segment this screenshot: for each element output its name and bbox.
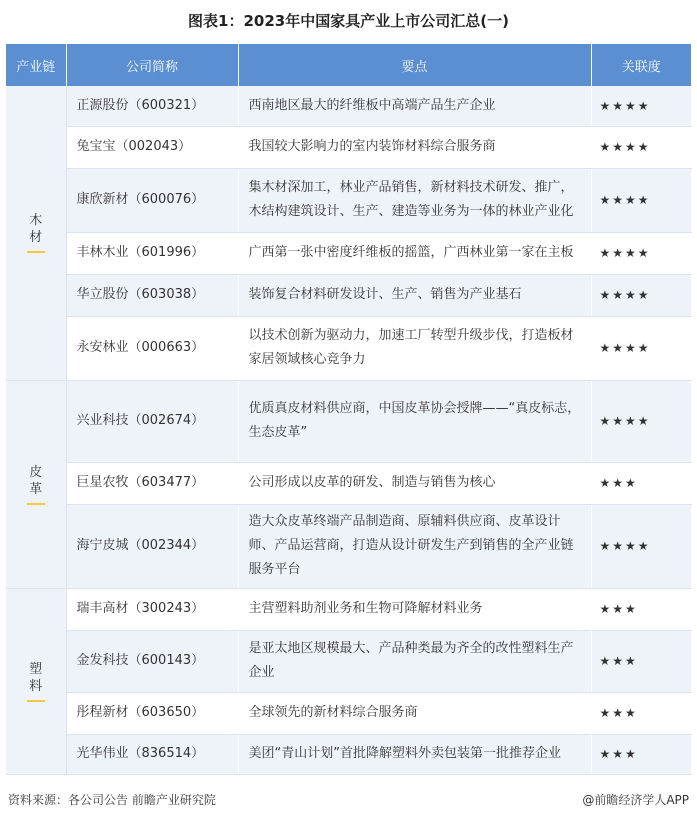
point-cell: 西南地区最大的纤维板中高端产品生产企业 <box>238 86 591 126</box>
table-row <box>6 168 691 232</box>
category-label: 皮革 <box>29 464 43 497</box>
relevance-stars: ★★★★ <box>591 274 691 316</box>
header-chain: 产业链 <box>6 44 66 86</box>
table-row <box>6 316 691 380</box>
company-table <box>6 44 692 775</box>
category-underline <box>27 503 45 505</box>
relevance-stars: ★★★★ <box>591 380 691 462</box>
table-row <box>6 630 691 692</box>
relevance-stars: ★★★ <box>591 588 691 630</box>
point-cell: 装饰复合材料研发设计、生产、销售为产业基石 <box>238 274 591 316</box>
company-cell: 瑞丰高材（300243） <box>66 588 238 630</box>
header-relevance: 关联度 <box>591 44 691 86</box>
relevance-stars: ★★★★ <box>591 86 691 126</box>
company-cell: 永安林业（000663） <box>66 316 238 380</box>
relevance-stars: ★★★★ <box>591 168 691 232</box>
relevance-stars: ★★★ <box>591 692 691 734</box>
table-row <box>6 126 691 168</box>
header-points: 要点 <box>238 44 591 86</box>
table-row <box>6 734 691 774</box>
point-cell: 造大众皮革终端产品制造商、原辅料供应商、皮革设计师、产品运营商，打造从设计研发生产到销售的全产业链服务平台 <box>238 504 591 588</box>
category-cell <box>6 380 66 588</box>
point-cell: 集木材深加工，林业产品销售，新材料技术研发、推广，木结构建筑设计、生产、建造等业务为一体的林业产业化 <box>238 168 591 232</box>
category-cell <box>6 588 66 774</box>
table-row <box>6 86 691 126</box>
table-row <box>6 380 691 462</box>
point-cell: 主营塑料助剂业务和生物可降解材料业务 <box>238 588 591 630</box>
table-body <box>6 86 691 774</box>
chart-title: 图表1：2023年中国家具产业上市公司汇总(一) <box>188 12 509 30</box>
company-cell: 正源股份（600321） <box>66 86 238 126</box>
company-cell: 彤程新材（603650） <box>66 692 238 734</box>
company-cell: 华立股份（603038） <box>66 274 238 316</box>
relevance-stars: ★★★★ <box>591 316 691 380</box>
category-label: 木材 <box>29 213 43 246</box>
company-cell: 丰林木业（601996） <box>66 232 238 274</box>
table-row <box>6 588 691 630</box>
category-underline <box>27 700 45 702</box>
point-cell: 优质真皮材料供应商，中国皮革协会授牌——“真皮标志，生态皮革” <box>238 380 591 462</box>
company-cell: 兔宝宝（002043） <box>66 126 238 168</box>
company-cell: 巨星农牧（603477） <box>66 462 238 504</box>
point-cell: 全球领先的新材料综合服务商 <box>238 692 591 734</box>
point-cell: 是亚太地区规模最大、产品种类最为齐全的改性塑料生产企业 <box>238 630 591 692</box>
table-row <box>6 462 691 504</box>
category-label: 塑料 <box>29 661 43 694</box>
header-company: 公司简称 <box>66 44 238 86</box>
point-cell: 我国较大影响力的室内装饰材料综合服务商 <box>238 126 591 168</box>
category-underline <box>27 251 45 253</box>
point-cell: 美团“青山计划”首批降解塑料外卖包装第一批推荐企业 <box>238 734 591 774</box>
table-row <box>6 274 691 316</box>
relevance-stars: ★★★★ <box>591 126 691 168</box>
company-cell: 海宁皮城（002344） <box>66 504 238 588</box>
brand-label: @前瞻经济学人APP <box>582 793 689 807</box>
relevance-stars: ★★★★ <box>591 504 691 588</box>
source-note: 资料来源：各公司公告 前瞻产业研究院 <box>8 793 216 807</box>
company-cell: 康欣新材（600076） <box>66 168 238 232</box>
company-cell: 金发科技（600143） <box>66 630 238 692</box>
table-row <box>6 232 691 274</box>
point-cell: 公司形成以皮革的研发、制造与销售为核心 <box>238 462 591 504</box>
footer <box>6 790 691 810</box>
point-cell: 以技术创新为驱动力，加速工厂转型升级步伐，打造板材家居领域核心竞争力 <box>238 316 591 380</box>
company-cell: 兴业科技（002674） <box>66 380 238 462</box>
table-row <box>6 504 691 588</box>
table-header-row <box>6 44 691 86</box>
table-row <box>6 692 691 734</box>
relevance-stars: ★★★ <box>591 462 691 504</box>
relevance-stars: ★★★★ <box>591 232 691 274</box>
point-cell: 广西第一张中密度纤维板的摇篮，广西林业第一家在主板 <box>238 232 591 274</box>
category-cell <box>6 86 66 380</box>
company-cell: 光华伟业（836514） <box>66 734 238 774</box>
relevance-stars: ★★★ <box>591 734 691 774</box>
relevance-stars: ★★★ <box>591 630 691 692</box>
